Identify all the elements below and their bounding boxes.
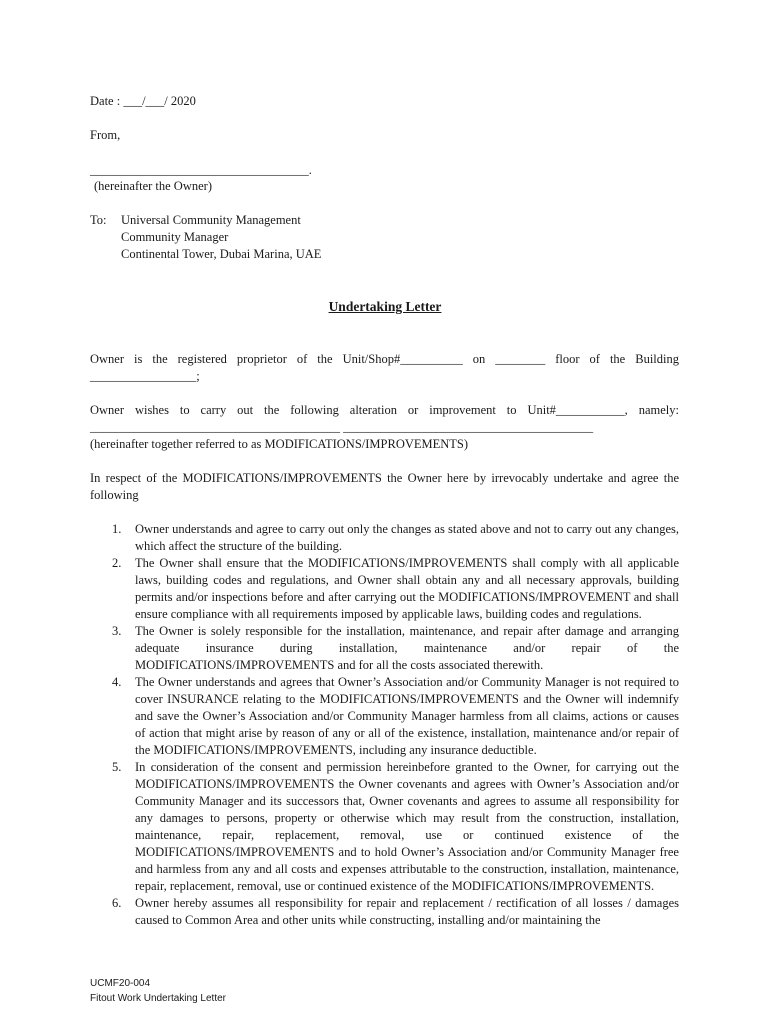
from-label: From,: [90, 128, 121, 142]
item-number: 3.: [112, 624, 122, 638]
item-number: 6.: [112, 896, 122, 910]
footer-form-code: UCMF20-004: [90, 978, 151, 989]
list-item: [90, 521, 679, 555]
item-text: Owner understands and agree to carry out only the changes as stated above and not to carry out any changes, which affect the structure of the building.: [135, 522, 679, 553]
undertaking-list: [90, 521, 679, 929]
owner-hint: (hereinafter the Owner): [94, 179, 212, 193]
recipient-line: Universal Community Management: [121, 213, 301, 227]
item-number: 5.: [112, 760, 122, 774]
item-text: In consideration of the consent and permission hereinbefore granted to the Owner, for carrying out the MODIFICATIONS/IMPROVEMENTS the Owner covenants and agrees with Owner’s Association and/or Community Manager and its successors that, Owner covenants and agrees to assume all responsibility for any damages to persons, property or otherwise which may result from the construction, installation, maintenance, repair, replacement, removal, use or continued existence of the MODIFICATIONS/IMPROVEMENTS and to hold Owner’s Association and/or Community Manager free and harmless from any and all costs and expenses attributable to the construction, installation, maintenance, repair, replacement, removal, use or continued existence of the MODIFICATIONS/IMPROVEMENTS.: [135, 760, 679, 893]
paragraph-line: following: [90, 488, 139, 502]
paragraph-line: Owner is the registered proprietor of the Unit/Shop#__________ on ________ floor of the Building: [90, 352, 679, 366]
paragraph-line: (hereinafter together referred to as MODIFICATIONS/IMPROVEMENTS): [90, 437, 469, 451]
paragraph-line: ________________________________________ ________________________________________: [90, 420, 594, 434]
list-item: [90, 759, 679, 895]
item-text: The Owner shall ensure that the MODIFICATIONS/IMPROVEMENTS shall comply with all applicable laws, building codes and regulations, and Owner shall obtain any and all necessary approvals, building permits and/or inspections before and after carrying out the MODIFICATIONS/IMPROVEMENT and shall ensure compliance with all requirements imposed by applicable laws, building codes and regulations.: [135, 556, 679, 621]
list-item: [90, 895, 679, 929]
document-title: Undertaking Letter: [328, 299, 442, 314]
recipient-line: Community Manager: [121, 230, 229, 244]
item-number: 1.: [112, 522, 122, 536]
list-item: [90, 555, 679, 623]
item-text: The Owner is solely responsible for the installation, maintenance, and repair after damage and arranging adequate insurance during installation, maintenance and/or repair of the MODIFICATIONS/IMPROVEMENTS and for all the costs associated therewith.: [135, 624, 679, 672]
item-number: 4.: [112, 675, 122, 689]
list-item: [90, 623, 679, 674]
date-line: Date : ___/___/ 2020: [90, 94, 196, 108]
item-text: The Owner understands and agrees that Owner’s Association and/or Community Manager is not required to cover INSURANCE relating to the MODIFICATIONS/IMPROVEMENTS and the Owner will indemnify and save the Owner’s Association and/or Community Manager harmless from all claims, actions or causes of action that might arise by reason of any or all of the existence, installation, maintenance and/or repair of the MODIFICATIONS/IMPROVEMENTS, including any insurance deductible.: [135, 675, 679, 757]
owner-name-blank: ___________________________________.: [90, 163, 312, 177]
recipient-line: Continental Tower, Dubai Marina, UAE: [121, 247, 322, 261]
list-item: [90, 674, 679, 759]
item-number: 2.: [112, 556, 122, 570]
item-text: Owner hereby assumes all responsibility for repair and replacement / rectification of all losses / damages caused to Common Area and other units while constructing, installing and/or maintaining the: [135, 896, 679, 927]
footer-form-name: Fitout Work Undertaking Letter: [90, 993, 226, 1004]
paragraph-line: _________________;: [90, 369, 200, 383]
paragraph-line: In respect of the MODIFICATIONS/IMPROVEMENTS the Owner here by irrevocably undertake and agree the: [90, 471, 679, 485]
to-label: To:: [90, 213, 107, 227]
paragraph-line: Owner wishes to carry out the following alteration or improvement to Unit#___________, namely:: [90, 403, 679, 417]
